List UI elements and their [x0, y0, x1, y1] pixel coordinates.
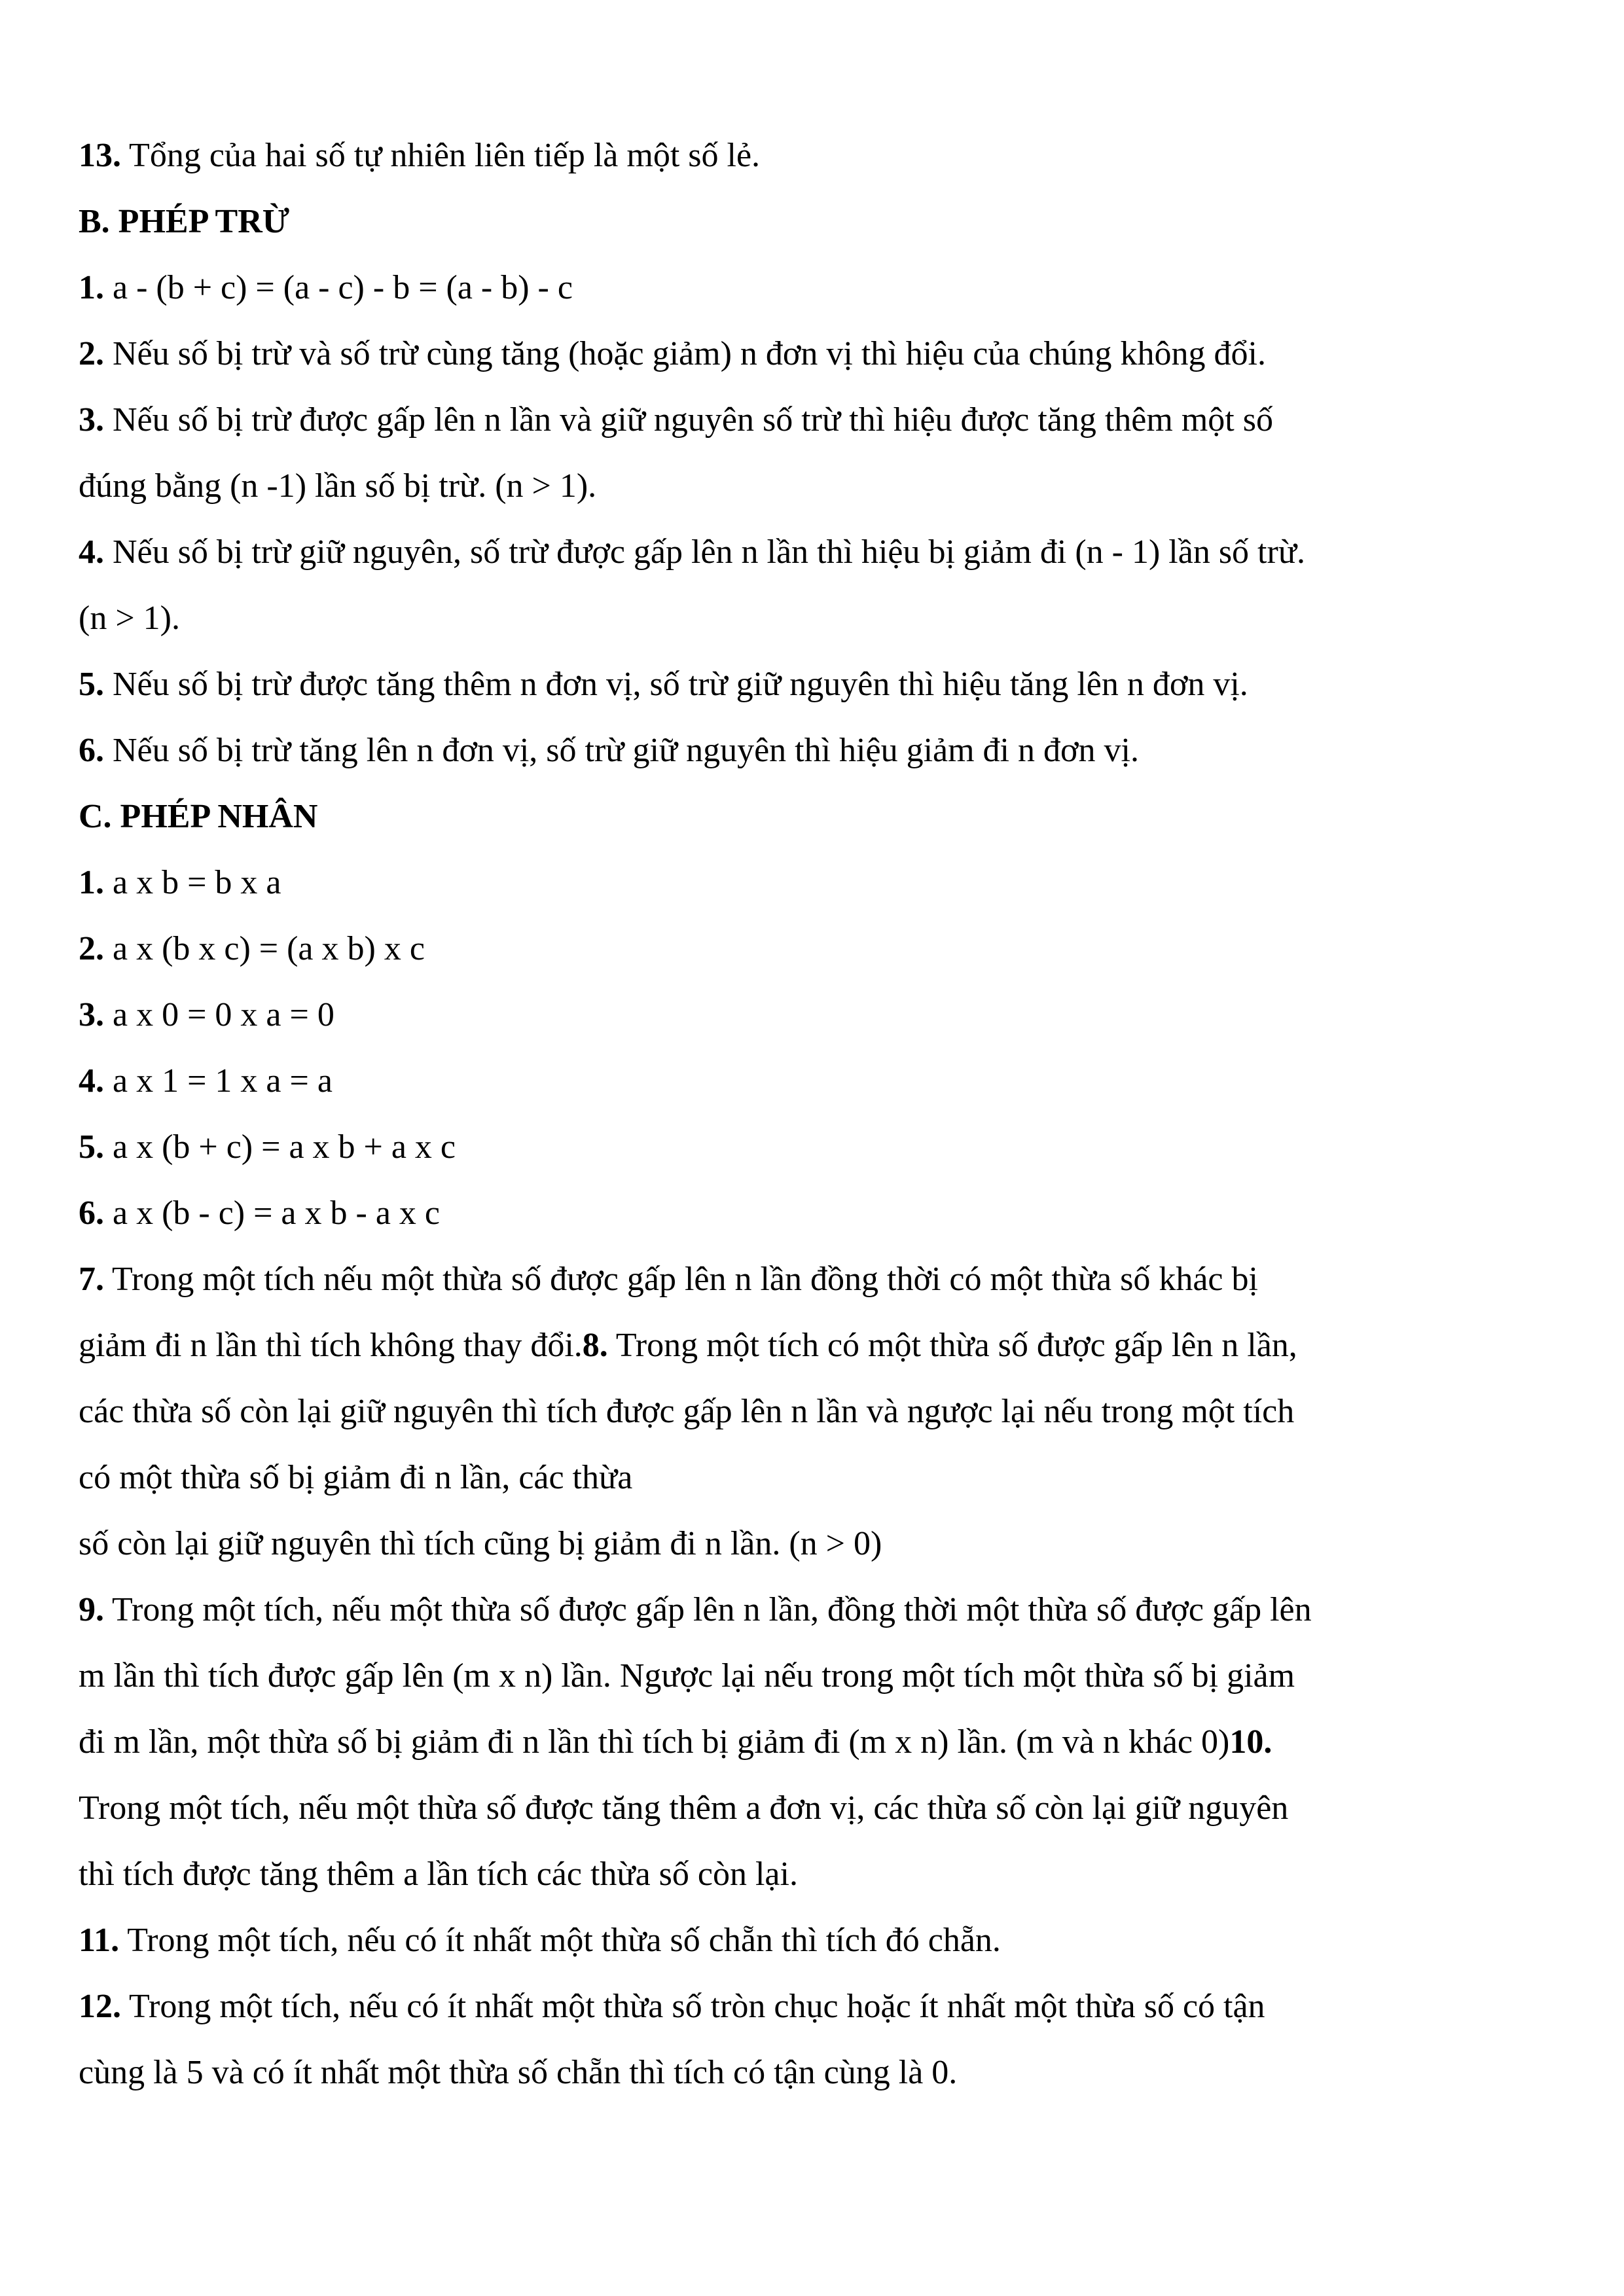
line-text: Nếu số bị trừ và số trừ cùng tăng (hoặc giảm) n đơn vị thì hiệu của chúng không đổi. [104, 335, 1266, 372]
text-line [79, 1458, 632, 1498]
text-line [79, 1392, 1294, 1431]
item-number: 8. [582, 1327, 608, 1364]
item-number: 3. [79, 401, 104, 439]
line-text: đi m lần, một thừa số bị giảm đi n lần thì tích bị giảm đi (m x n) lần. (m và n khác 0) [79, 1723, 1230, 1761]
line-text: thì tích được tăng thêm a lần tích các thừa số còn lại. [79, 1856, 798, 1893]
section-heading [79, 202, 289, 242]
text-line [79, 731, 1139, 770]
line-text: a x (b + c) = a x b + a x c [104, 1128, 456, 1166]
item-number: 1. [79, 864, 104, 901]
line-text: số còn lại giữ nguyên thì tích cũng bị giảm đi n lần. (n > 0) [79, 1525, 882, 1562]
section-heading-text: B. PHÉP TRỪ [79, 203, 290, 240]
text-line [79, 1590, 1312, 1630]
text-line [79, 268, 573, 308]
line-text: Nếu số bị trừ được gấp lên n lần và giữ nguyên số trừ thì hiệu được tăng thêm một số [104, 401, 1273, 439]
line-text: Trong một tích nếu một thừa số được gấp lên n lần đồng thời có một thừa số khác bị [104, 1261, 1258, 1298]
item-number: 4. [79, 1062, 104, 1100]
line-text: có một thừa số bị giảm đi n lần, các thừa [79, 1459, 633, 1496]
text-line [79, 665, 1248, 704]
item-number: 6. [79, 1194, 104, 1232]
line-text: a x 0 = 0 x a = 0 [104, 996, 334, 1033]
item-number: 2. [79, 930, 104, 967]
text-line [79, 996, 334, 1035]
text-line [79, 136, 760, 175]
text-line [79, 1723, 1272, 1762]
line-text: a x (b - c) = a x b - a x c [104, 1194, 440, 1232]
item-number: 2. [79, 335, 104, 372]
line-text: (n > 1). [79, 600, 180, 637]
text-line [79, 1062, 333, 1101]
text-line [79, 1260, 1258, 1299]
text-line [79, 1326, 1297, 1365]
line-text: Tổng của hai số tự nhiên liên tiếp là một số lẻ. [121, 137, 761, 174]
text-line [79, 599, 180, 638]
text-line [79, 1789, 1288, 1828]
item-number: 5. [79, 666, 104, 703]
text-line [79, 1855, 798, 1894]
line-text: Trong một tích, nếu có ít nhất một thừa số tròn chục hoặc ít nhất một thừa số có tận [121, 1988, 1265, 2025]
line-text: a x 1 = 1 x a = a [104, 1062, 333, 1100]
line-text: giảm đi n lần thì tích không thay đổi. [79, 1327, 583, 1364]
text-line [79, 1921, 1001, 1960]
line-text: đúng bằng (n -1) lần số bị trừ. (n > 1). [79, 467, 597, 505]
item-number: 12. [79, 1988, 121, 2025]
text-line [79, 1657, 1295, 1696]
item-number: 5. [79, 1128, 104, 1166]
text-line [79, 401, 1273, 440]
section-heading-text: C. PHÉP NHÂN [79, 798, 318, 835]
line-text: Nếu số bị trừ tăng lên n đơn vị, số trừ giữ nguyên thì hiệu giảm đi n đơn vị. [104, 732, 1139, 769]
item-number: 10. [1229, 1723, 1272, 1761]
item-number: 7. [79, 1261, 104, 1298]
text-line [79, 1194, 440, 1233]
line-text: Trong một tích, nếu một thừa số được gấp lên n lần, đồng thời một thừa số được gấp lên [104, 1591, 1312, 1628]
item-number: 3. [79, 996, 104, 1033]
line-text: Nếu số bị trừ giữ nguyên, số trừ được gấp lên n lần thì hiệu bị giảm đi (n - 1) lần số trừ. [104, 533, 1306, 571]
line-text: a - (b + c) = (a - c) - b = (a - b) - c [104, 269, 573, 306]
text-line [79, 533, 1305, 572]
text-line [79, 1987, 1265, 2026]
section-heading [79, 797, 317, 836]
item-number: 1. [79, 269, 104, 306]
text-line [79, 929, 425, 969]
text-line [79, 2053, 957, 2092]
item-number: 4. [79, 533, 104, 571]
line-text: Nếu số bị trừ được tăng thêm n đơn vị, số trừ giữ nguyên thì hiệu tăng lên n đơn vị. [104, 666, 1248, 703]
text-line [79, 334, 1266, 374]
line-text: a x (b x c) = (a x b) x c [104, 930, 425, 967]
line-text: m lần thì tích được gấp lên (m x n) lần. Ngược lại nếu trong một tích một thừa số bị giảm [79, 1657, 1295, 1695]
item-number: 11. [79, 1922, 120, 1959]
line-text: các thừa số còn lại giữ nguyên thì tích được gấp lên n lần và ngược lại nếu trong một tích [79, 1393, 1295, 1430]
text-line [79, 467, 596, 506]
line-text: Trong một tích, nếu một thừa số được tăng thêm a đơn vị, các thừa số còn lại giữ nguyên [79, 1789, 1289, 1827]
line-text: Trong một tích có một thừa số được gấp lên n lần, [607, 1327, 1297, 1364]
item-number: 9. [79, 1591, 104, 1628]
line-text: Trong một tích, nếu có ít nhất một thừa số chẵn thì tích đó chẵn. [119, 1922, 1001, 1959]
item-number: 6. [79, 732, 104, 769]
text-line [79, 1524, 882, 1564]
line-text: cùng là 5 và có ít nhất một thừa số chẵn thì tích có tận cùng là 0. [79, 2054, 958, 2091]
text-line [79, 1128, 456, 1167]
item-number: 13. [79, 137, 121, 174]
text-line [79, 863, 281, 903]
line-text: a x b = b x a [104, 864, 281, 901]
